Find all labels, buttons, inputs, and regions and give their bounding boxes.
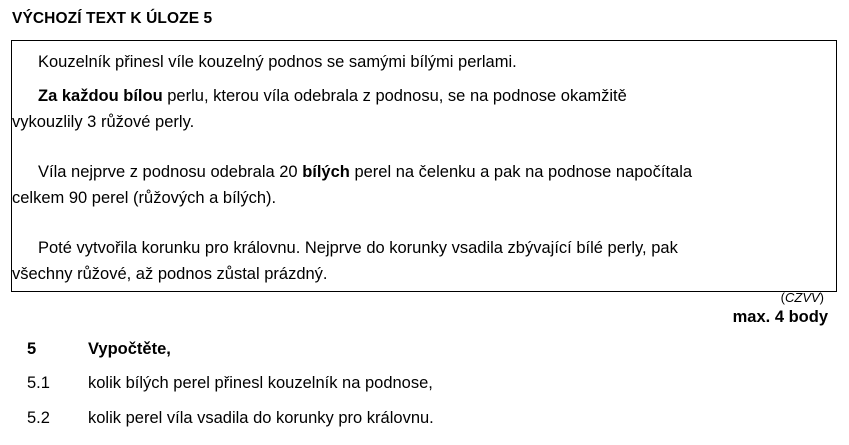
paragraph-3-emphasis: bílých [302,163,350,181]
max-points-label: max. 4 body [732,308,828,326]
paragraph-4-line-2: všechny růžové, až podnos zůstal prázdný. [12,265,328,283]
source-attribution [781,290,824,306]
paragraph-3 [12,159,834,211]
source-name: CZVV [784,290,820,305]
paragraph-3-text-b: perel na čelenku a pak na podnose napočítala [349,163,693,181]
subtask-text: kolik perel víla vsadila do korunky pro královnu. [88,409,434,427]
paragraph-3-line-2: celkem 90 perel (růžových a bílých). [12,189,277,207]
section-heading: VÝCHOZÍ TEXT K ÚLOZE 5 [12,10,213,27]
paragraph-2-line-2: vykouzlily 3 růžové perly. [12,113,195,131]
paragraph-4-line-1: Poté vytvořila korunku pro královnu. Nejprve do korunky vsadila zbývající bílé perly, pak [38,239,678,257]
source-text-box [11,40,837,305]
paragraph-3-line-1 [12,159,834,185]
subtask-number: 5.1 [27,374,50,392]
paragraph-2-line-1 [12,83,834,109]
source-close-paren: ) [819,290,824,305]
paragraph-1-line: Kouzelník přinesl víle kouzelný podnos se samými bílými perlami. [38,53,517,71]
paragraph-2-line-1-text: perlu, kterou víla odebrala z podnosu, se na podnose okamžitě [162,87,627,105]
task-title: Vypočtěte, [88,340,171,358]
source-open-paren: ( [780,290,785,305]
paragraph-2-emphasis: Za každou bílou [38,87,163,105]
subtask-number: 5.2 [27,409,50,427]
paragraph-2 [12,83,834,135]
paragraph-1 [12,49,834,75]
task-number: 5 [27,340,37,358]
paragraph-4 [12,235,834,287]
subtask-text: kolik bílých perel přinesl kouzelník na podnose, [88,374,433,392]
paragraph-3-text-a: Víla nejprve z podnosu odebrala 20 [38,163,303,181]
